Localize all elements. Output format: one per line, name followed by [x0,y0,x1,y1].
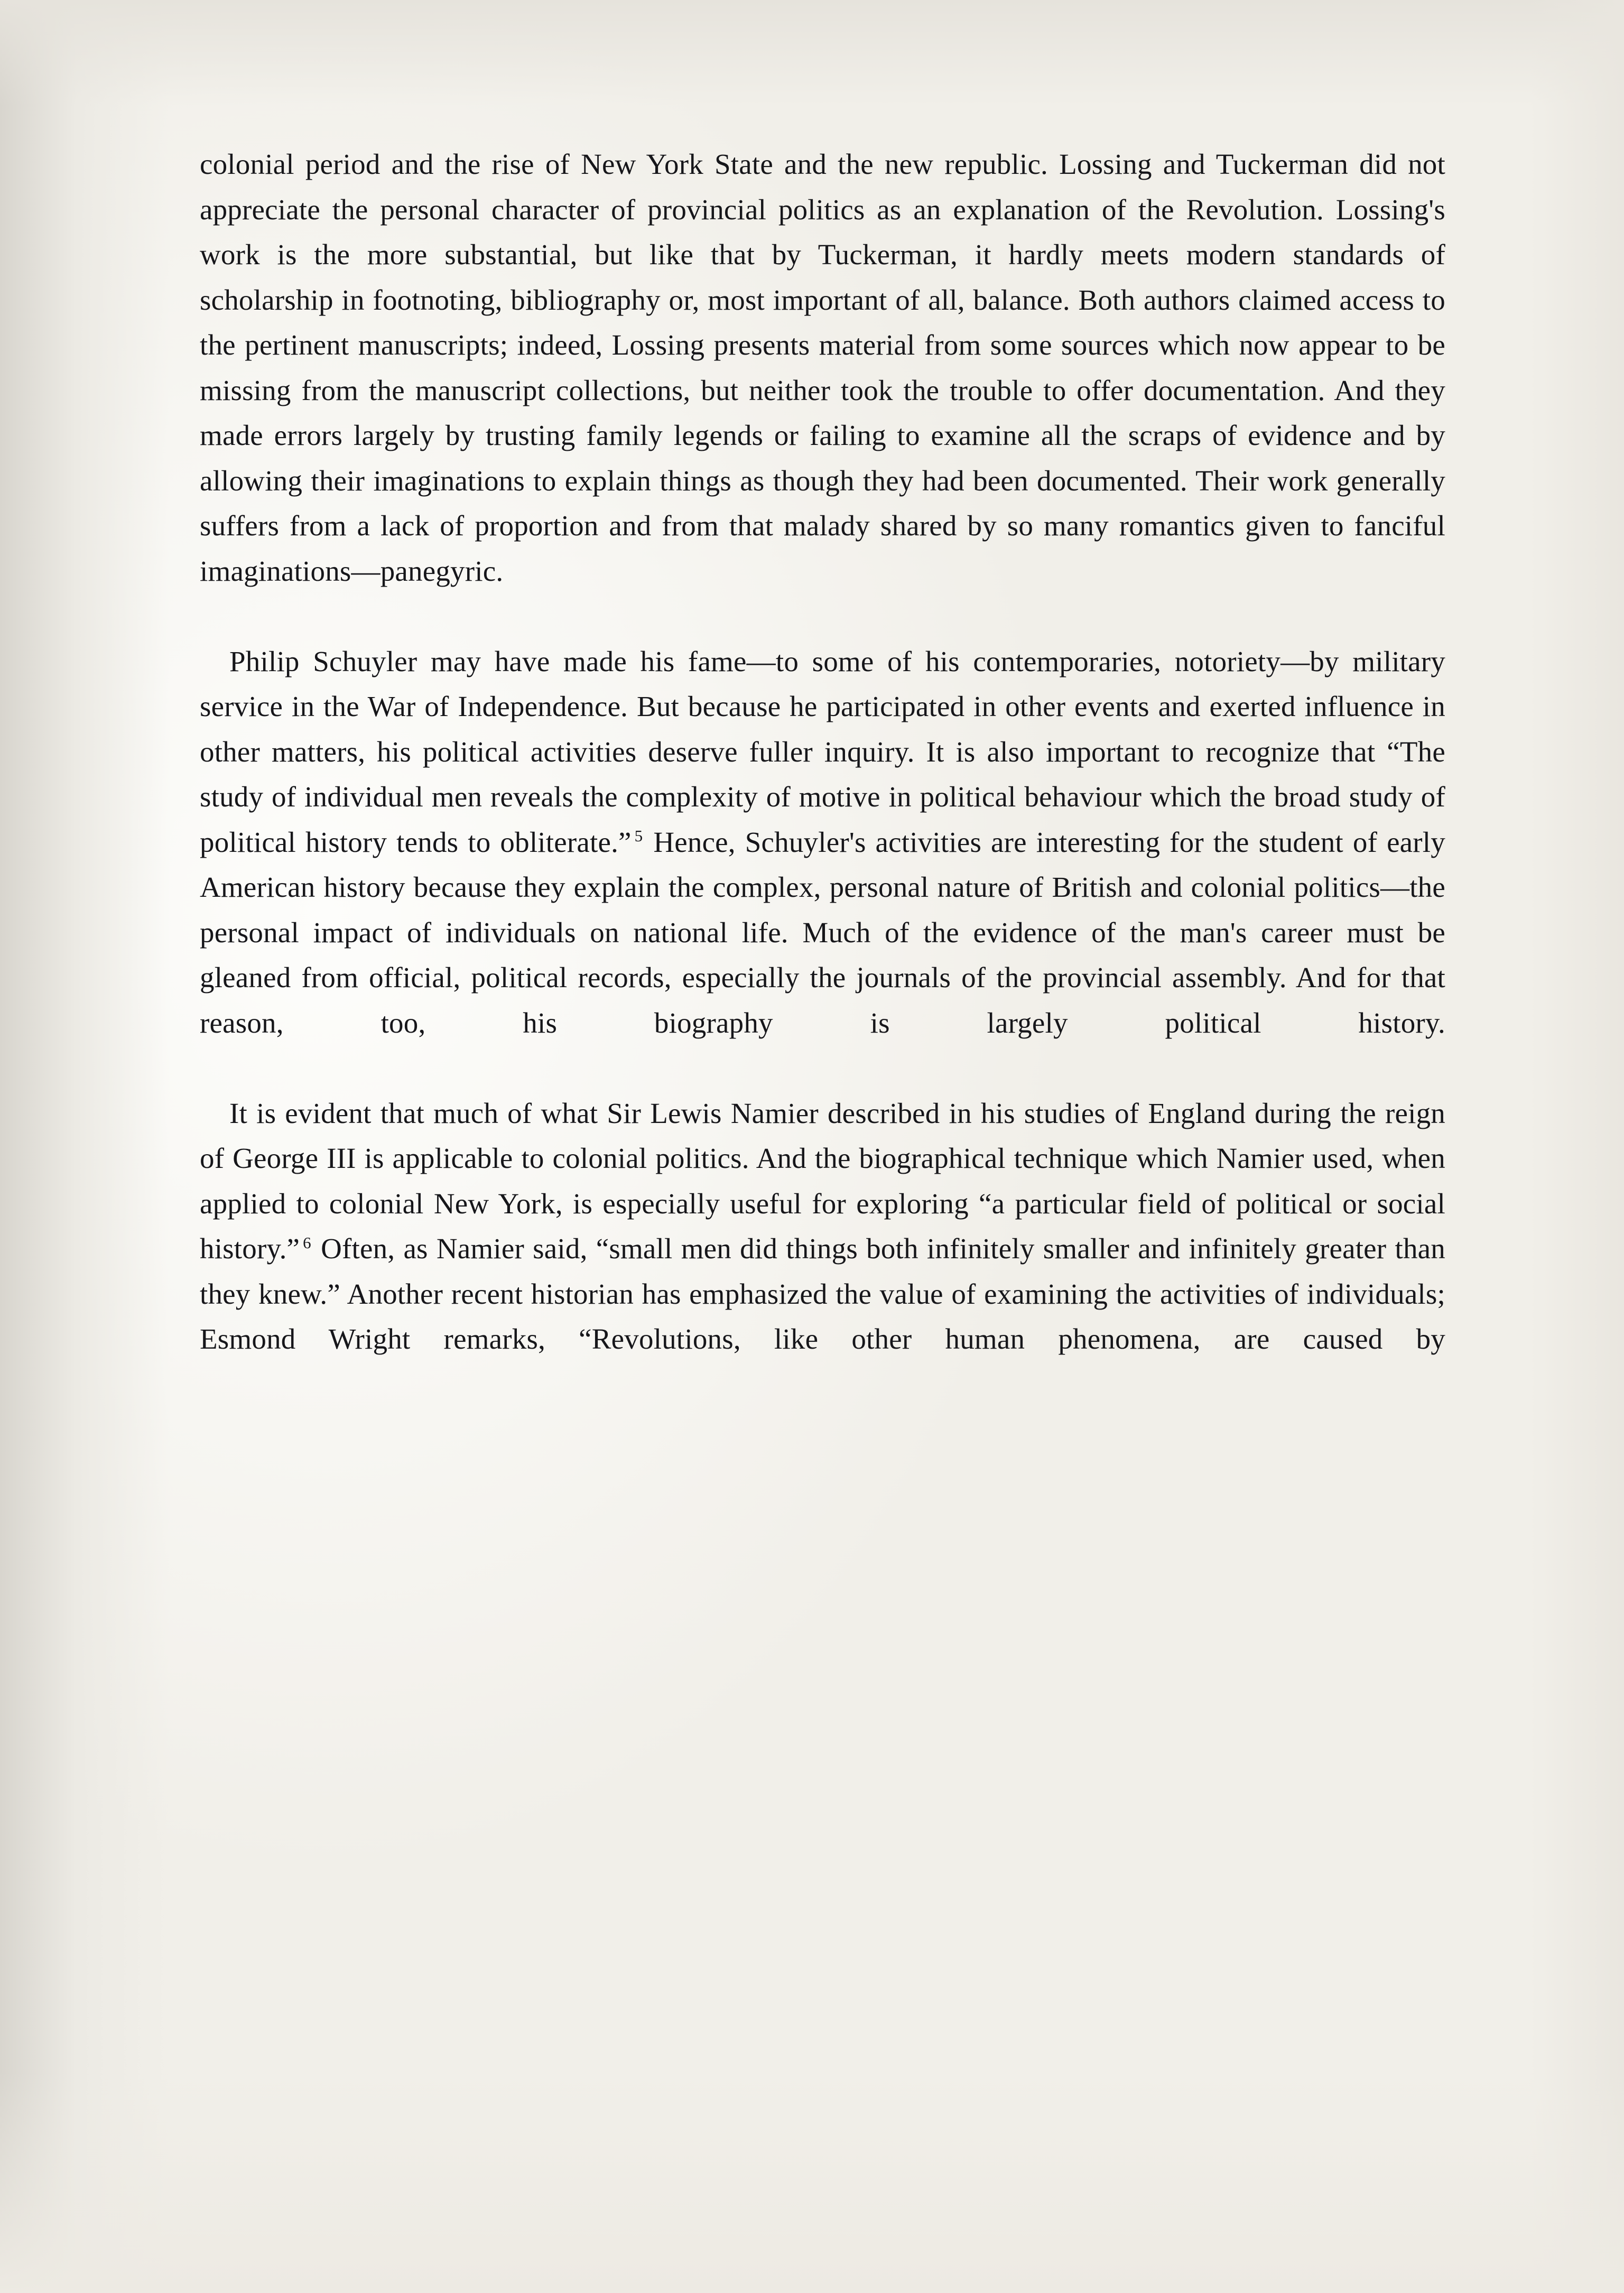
paragraph-text-continued: Often, as Namier said, “small men did things both infinitely smaller and infinitely greater than they knew.” Another recent historian has emphasized the value of examining the activities of individuals; Esmond Wright remarks, “Revolutions, like other human phenomena, are caused by [200,1232,1445,1355]
paragraph-text: It is evident that much of what Sir Lewis Namier described in his studies of England during the reign of George III is applicable to colonial politics. And the biographical technique which Namier used, when applied to colonial New York, is especially useful for exploring “a particular field of political or social history.” [200,1097,1445,1265]
footnote-marker: 6 [303,1233,311,1252]
paragraph-text: Philip Schuyler may have made his fame—to some of his contemporaries, notoriety—by military service in the War of Independence. But because he participated in other events and exerted influence in other matters, his political activities deserve fuller inquiry. It is also important to recognize that “The study of individual men reveals the complexity of motive in political behaviour which the broad study of political history tends to obliterate.” [200,645,1445,858]
page-edge-shading-bottom [0,2071,1624,2293]
footnote-marker: 5 [634,827,643,846]
page-edge-shading-left [0,0,169,2293]
paragraph-text-continued: Hence, Schuyler's activities are interesting for the student of early American history because they explain the complex, personal nature of British and colonial politics—the personal impact of individuals on national life. Much of the evidence of the man's career must be gleaned from official, political records, especially the journals of the provincial assembly. And for that reason, too, his biography is largely political history. [200,825,1445,1039]
page-edge-shading-right [1529,0,1624,2293]
paragraph [200,639,1445,1091]
paragraph-text: colonial period and the rise of New York State and the new republic. Lossing and Tuckerman did not appreciate the personal character of provincial politics as an explanation of the Revolution. Lossing's work is the more substantial, but like that by Tuckerman, it hardly meets modern standards of scholarship in footnoting, bibliography or, most important of all, balance. Both authors claimed access to the pertinent manuscripts; indeed, Lossing presents material from some sources which now appear to be missing from the manuscript collections, but neither took the trouble to offer documentation. And they made errors largely by trusting family legends or failing to examine all the scraps of evidence and by allowing their imaginations to explain things as though they had been documented. Their work generally suffers from a lack of proportion and from that malady shared by so many romantics given to fanciful imaginations—panegyric. [200,148,1445,587]
body-text-column [200,142,1445,1407]
paragraph [200,1091,1445,1407]
page-edge-shading-top [0,0,1624,106]
paragraph [200,142,1445,639]
